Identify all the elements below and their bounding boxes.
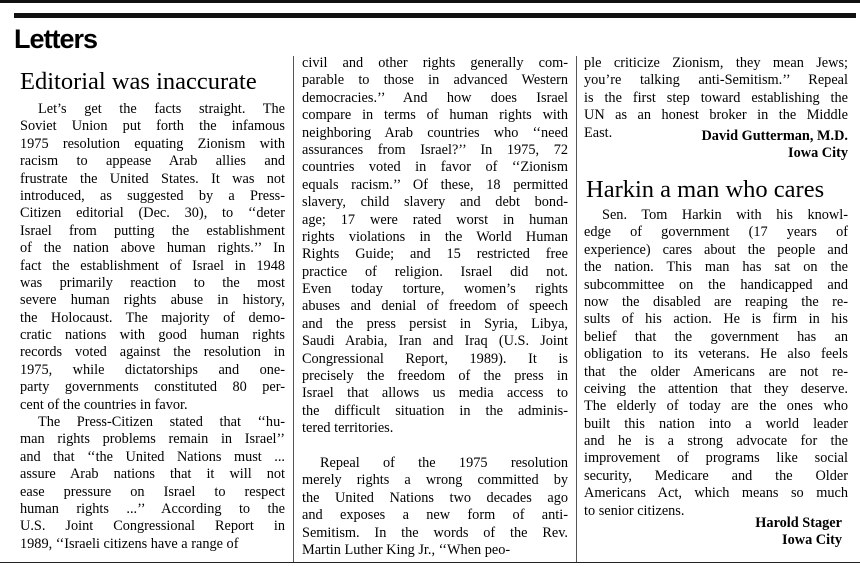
text-line: Israel from putting the establishment [20,222,285,239]
text-line: man rights problems remain in Israel’’ [20,431,285,448]
text-line: precisely the freedom of the press in [302,368,568,385]
column-divider [293,56,294,562]
text-line: civil and other rights generally com- [302,55,568,71]
text-line: ceiving the attention that they deserve. [584,380,848,397]
text-line: age; 17 were rated worst in human [302,211,568,228]
text-line: belief that the government has an [584,328,848,345]
text-line: East. [584,124,613,141]
text-line [302,438,568,455]
text-line: the nation. This man has sat on the [584,259,848,276]
text-line: improvement of programs like social [584,450,848,467]
text-line: sults of his action. He is firm in his [584,311,848,328]
text-line: and he is a strong advocate for the [584,433,848,450]
text-line: compare in terms of human rights with [302,107,568,124]
text-line: Rights Guide; and 15 restricted free [302,246,568,263]
text-line: obligation to its veterans. He also feels [584,346,848,363]
text-line: and that ‘‘the United Nations must ... [20,448,285,465]
text-line: assure Arab nations that it will not [20,466,285,483]
text-line: was primarily reaction to the most [20,274,285,291]
text-line: ple criticize Zionism, they mean Jews; [584,55,848,71]
text-line: slavery, child slavery and debt bond- [302,194,568,211]
text-line: 1989, ‘‘Israeli citizens have a range of [20,535,239,552]
text-line: Repeal of the 1975 resolution [320,454,568,471]
text-line: Semitism. In the words of the Rev. [302,524,568,541]
text-line: the Holocaust. The majority of demo- [20,309,285,326]
text-line: 1975 resolution equating Zionism with [20,135,285,152]
text-line: rights violations in the World Human [302,228,568,245]
column-divider [576,56,577,562]
letter-1-signature [584,128,848,163]
text-line: you’re talking anti-Semitism.’’ Repeal [584,72,848,89]
text-line: records voted against the resolution in [20,344,285,361]
letter-2-city: Iowa City [782,532,842,549]
text-line: cent of the countries in favor. [20,396,188,413]
text-line: that the older Americans are not re- [584,363,848,380]
section-title: Letters [14,24,98,54]
text-line: to senior citizens. [584,502,685,519]
text-line: experience) cares about the people and [584,241,848,258]
text-line: the United Nations two decades ago [302,489,568,506]
text-line: security, Medicare and the Older [584,467,848,484]
text-line: merely rights a wrong committed by [302,472,568,489]
top-border-rule [0,0,860,3]
text-line: introduced, as suggested by a Press- [20,187,285,204]
letter-1-author: David Gutterman, M.D. [701,128,848,144]
text-line: fact the establishment of Israel in 1948 [20,257,285,274]
text-line: ease pressure on Israel to respect [20,483,285,500]
letter-2-body [584,207,848,520]
text-line: racism to appease Arab allies and [20,153,285,170]
text-line: Americans Act, which means so much [584,485,848,502]
text-line: Israel that allows us media access to [302,385,568,402]
bottom-rule [0,562,860,563]
text-line: Soviet Union put forth the infamous [20,118,285,135]
letter-2-author: Harold Stager [755,515,842,531]
text-line: and the press persist in Syria, Libya, [302,315,568,332]
text-line: frustrate the United States. It was not [20,170,285,187]
letter-1-headline: Editorial was inaccurate [20,68,257,95]
text-line: Let’s get the facts straight. The [38,101,285,117]
text-line: parable to those in advanced Western [302,72,568,89]
text-line: tered territories. [302,420,394,437]
text-line: subcommittee on the handicapped and [584,276,848,293]
text-line: assurances from Israel?’’ In 1975, 72 [302,141,568,158]
text-line: is the first step toward establishing the [584,89,848,106]
text-line: Even today torture, women’s rights [302,281,568,298]
text-line: cratic nations with good human rights [20,327,285,344]
text-line: the difficult situation in the adminis- [302,402,568,419]
section-rule [14,13,856,18]
text-line: Congressional Report, 1989). It is [302,350,568,367]
letter-1-column-1 [20,101,285,553]
text-line: UN as an honest broker in the Middle [584,107,848,124]
text-line: severe human rights abuse in history, [20,292,285,309]
text-line: Martin Luther King Jr., ‘‘When peo- [302,541,511,558]
text-line: now the disabled are reaping the re- [584,293,848,310]
letter-2-headline: Harkin a man who cares [586,176,825,203]
text-line: human rights ...’’ According to the [20,500,285,517]
text-line: of the nation above human rights.’’ In [20,240,285,257]
letter-1-city: Iowa City [788,145,848,162]
text-line: party governments constituted 80 per- [20,379,285,396]
text-line: edge of government (17 years of [584,224,848,241]
text-line: abuses and denial of freedom of speech [302,298,568,315]
text-line: and exposes a new form of anti- [302,507,568,524]
text-line: equals racism.’’ Of these, 18 permitted [302,176,568,193]
text-line: Saudi Arabia, Iran and Iraq (U.S. Joint [302,333,568,350]
text-line: Sen. Tom Harkin with his knowl- [602,207,848,223]
text-line: neighboring Arab countries who ‘‘need [302,124,568,141]
text-line: countries voted in favor of ‘‘Zionism [302,159,568,176]
text-line: The Press-Citizen stated that ‘‘hu- [38,414,285,431]
text-line: democracies.’’ And how does Israel [302,89,568,106]
text-line: practice of religion. Israel did not. [302,263,568,280]
letter-2-signature [584,515,842,550]
text-line: The elderly of today are the ones who [584,398,848,415]
text-line: Citizen editorial (Dec. 30), to ‘‘deter [20,205,285,222]
text-line: 1975, while dictatorships and one- [20,361,285,378]
text-line: U.S. Joint Congressional Report in [20,518,285,535]
text-line: built this nation into a world leader [584,415,848,432]
letter-1-column-2 [302,55,568,559]
